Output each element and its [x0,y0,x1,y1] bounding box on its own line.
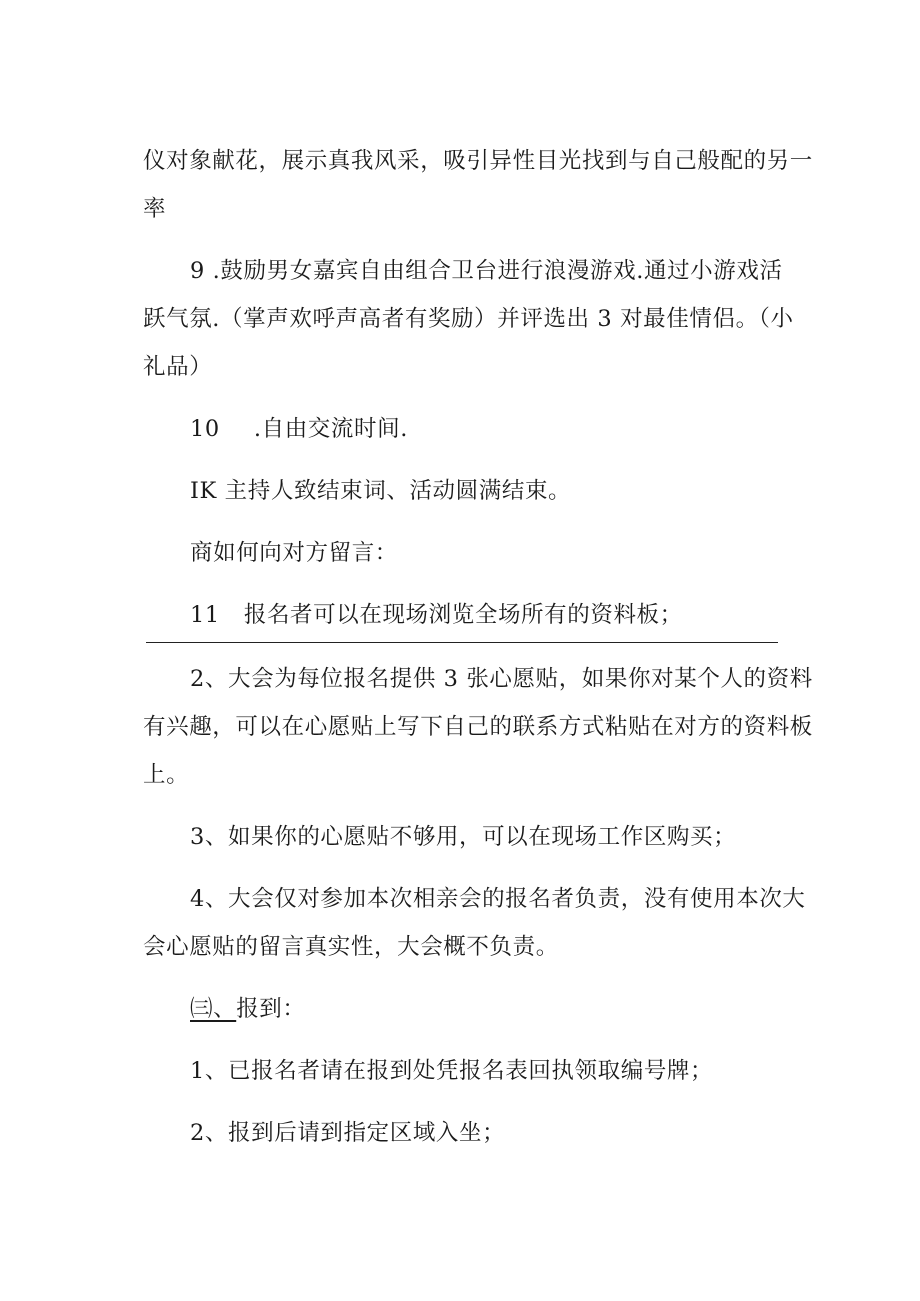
paragraph-line: 会心愿贴的留言真实性，大会概不负责。 [143,934,559,960]
horizontal-rule [146,642,778,643]
section-marker: ㈢、 [190,996,237,1022]
list-item-10 [190,414,408,444]
paragraph-line: 上。 [143,762,190,788]
paragraph-line: 率 [143,196,167,222]
paragraph-line: 礼品） [143,354,213,380]
list-item-2: 2、报到后请到指定区域入坐； [190,1120,506,1146]
paragraph-line: 有兴趣，可以在心愿贴上写下自己的联系方式粘贴在对方的资料板 [143,714,813,740]
section-heading: 商如何向对方留言： [190,540,398,566]
list-item-4: 4、大会仅对参加本次相亲会的报名者负责，没有使用本次大 [190,886,806,912]
list-text: .自由交流时间. [253,416,408,442]
list-item-9: 9 .鼓励男女嘉宾自由组合卫台进行浪漫游戏.通过小游戏活 [190,258,783,284]
list-text: 报名者可以在现场浏览全场所有的资料板； [243,602,683,628]
section-title: 报到： [236,996,306,1022]
list-number: 11 [190,602,220,628]
list-item-1: 1、已报名者请在报到处凭报名表回执领取编号牌； [190,1058,714,1084]
section-heading-registration [190,994,306,1024]
list-item-11 [190,600,683,630]
paragraph-line: IK 主持人致结束词、活动圆满结束。 [190,478,572,504]
list-item-2: 2、大会为每位报名提供 3 张心愿贴，如果你对某个人的资料 [190,666,813,692]
list-number: 10 [190,416,220,442]
list-item-3: 3、如果你的心愿贴不够用，可以在现场工作区购买； [190,824,737,850]
paragraph-line: 跃气氛.（掌声欢呼声高者有奖励）并评选出 3 对最佳情侣。（小 [143,306,794,332]
paragraph-line: 仪对象献花，展示真我风采，吸引异性目光找到与自己般配的另一 [143,148,813,174]
